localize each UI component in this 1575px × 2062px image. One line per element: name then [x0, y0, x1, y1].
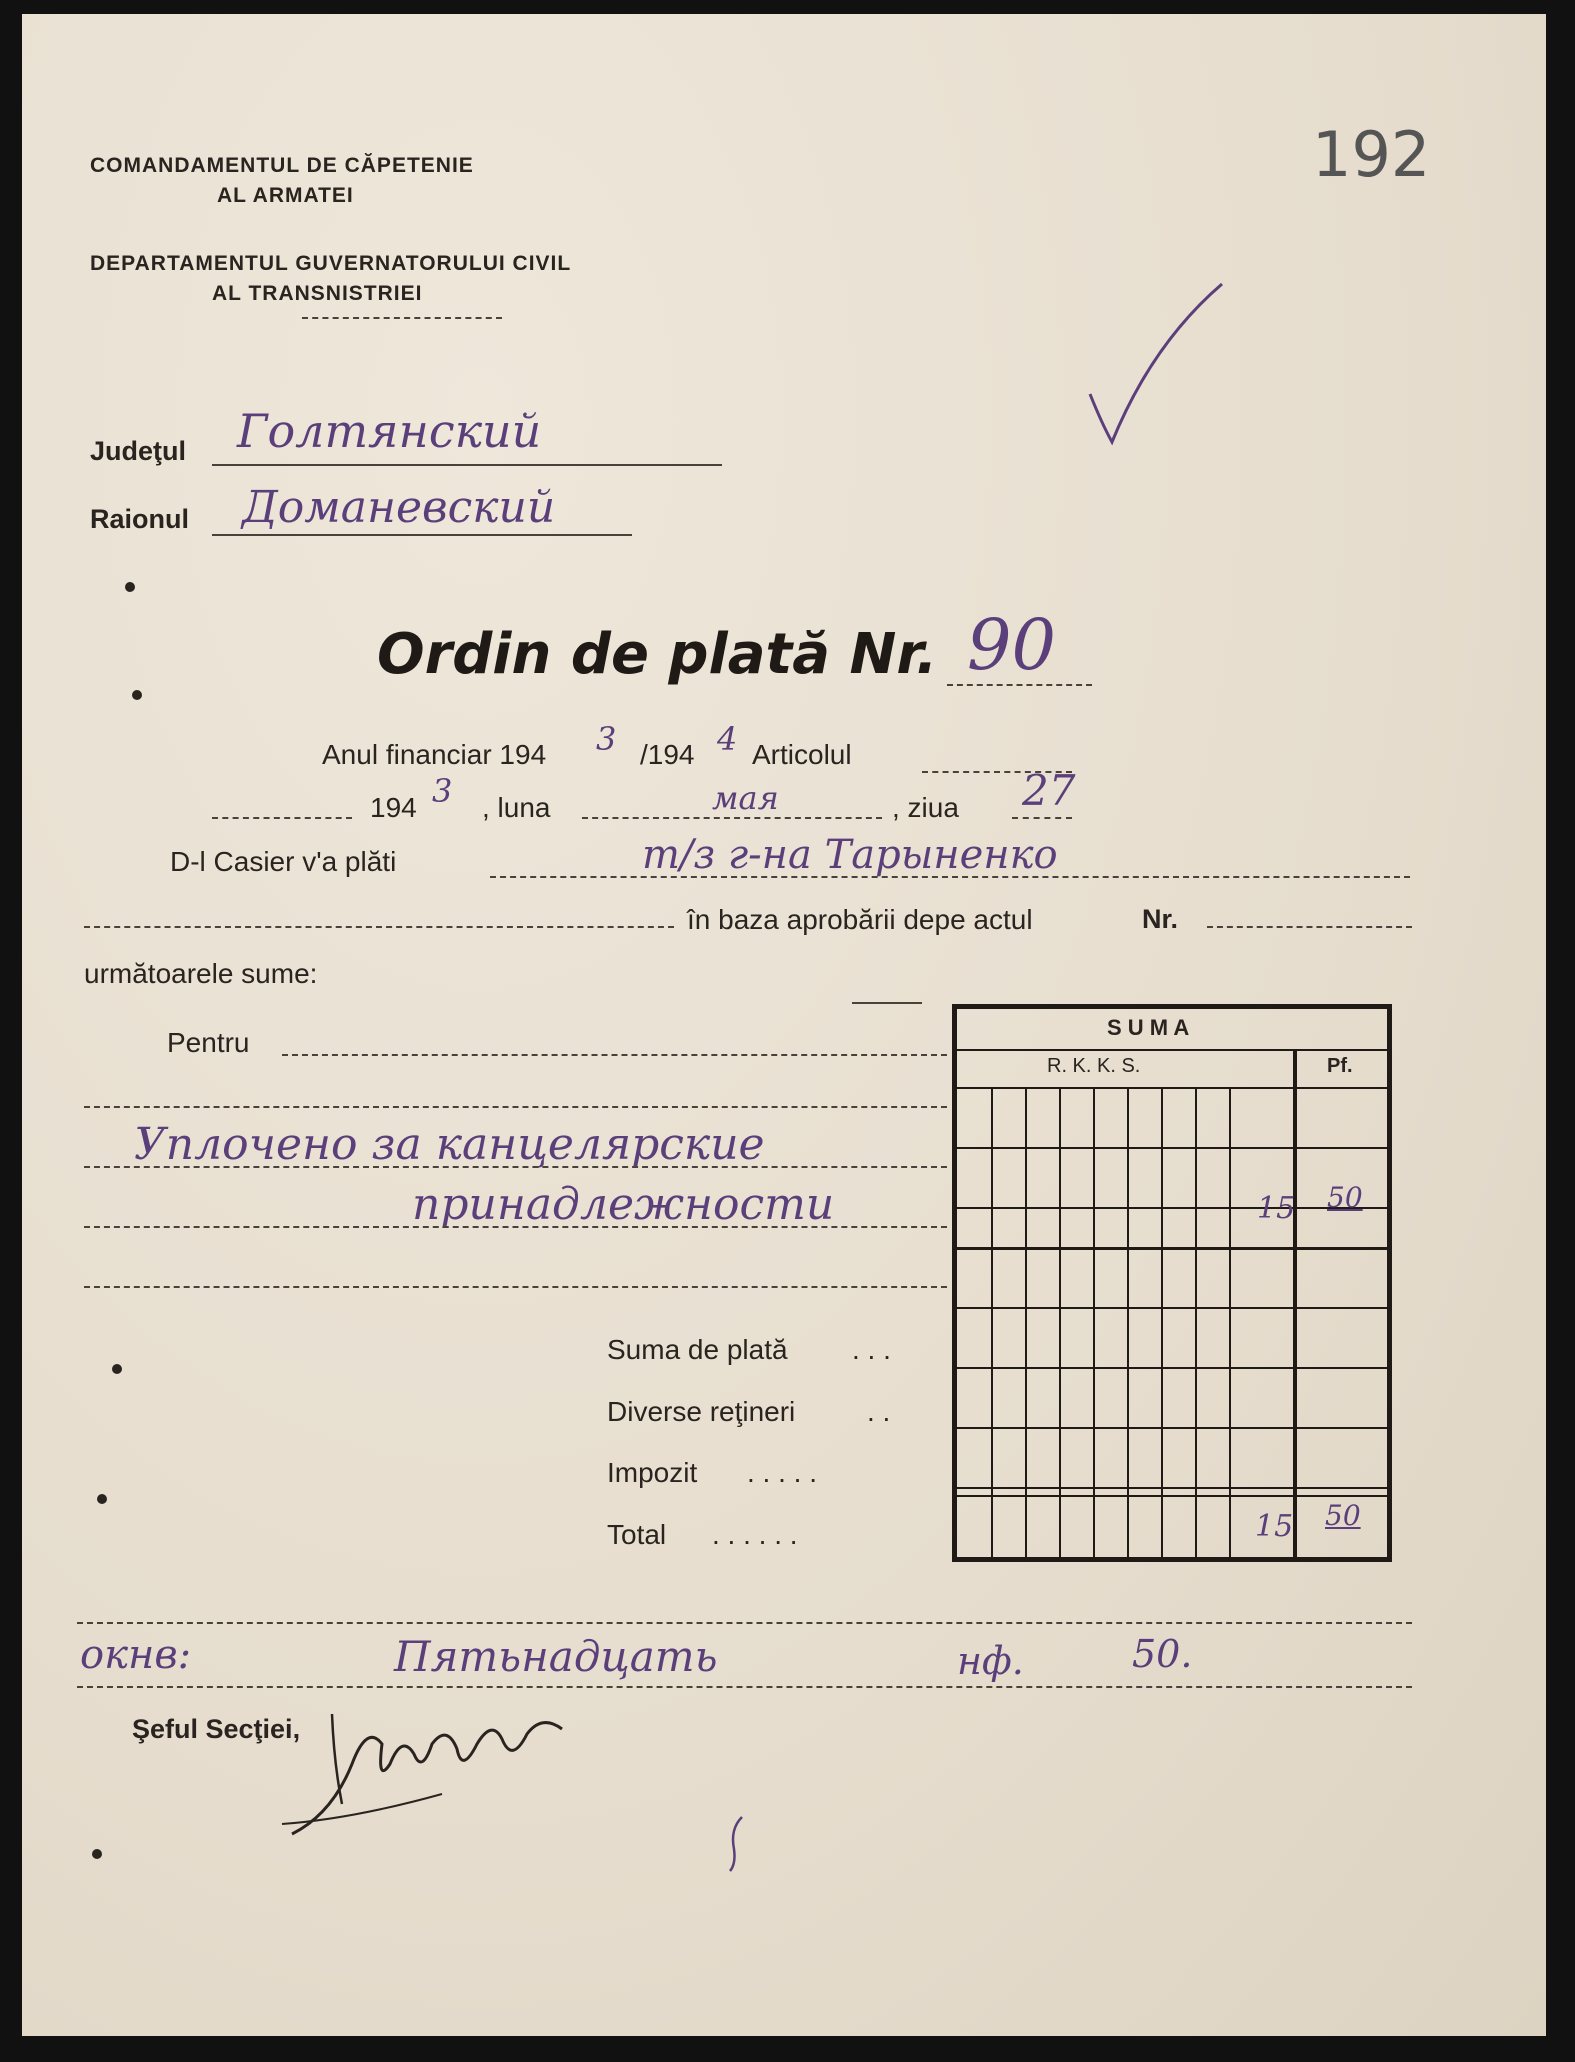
- suma-de-plata-dots: . . .: [852, 1334, 891, 1365]
- total-rkks-value: 15: [1255, 1509, 1294, 1544]
- pentru-line-2: [84, 1166, 947, 1168]
- ziua-value: 27: [1022, 766, 1076, 815]
- year-separator: /194: [640, 739, 695, 770]
- item-rkks-value: 15: [1257, 1191, 1296, 1226]
- punch-hole: [125, 582, 135, 592]
- date-year-prefix: 194: [370, 792, 417, 823]
- pentru-text-2: принадлежности: [412, 1179, 835, 1230]
- date-year-digit: 3: [432, 772, 453, 810]
- row-line-7: [957, 1487, 1387, 1489]
- rkks-header: R. K. K. S.: [1047, 1055, 1141, 1077]
- suma-title-divider: [957, 1049, 1387, 1051]
- pentru-line-1: [84, 1106, 947, 1108]
- aprobare-label: în baza aprobării depe actul: [687, 904, 1033, 935]
- punch-hole: [132, 690, 142, 700]
- check-mark-icon: [1062, 264, 1252, 464]
- order-number-line: [947, 684, 1092, 686]
- punch-hole: [112, 1364, 122, 1374]
- impozit-label: Impozit: [607, 1457, 698, 1488]
- total-label: Total: [607, 1519, 667, 1550]
- suma-title: S U M A: [1107, 1015, 1190, 1040]
- header-line-4: AL TRANSNISTRIEI: [212, 282, 423, 305]
- row-line-6: [957, 1427, 1387, 1429]
- luna-value: мая: [712, 779, 779, 817]
- judetul-line: [212, 464, 722, 466]
- anul-financiar-label: Anul financiar 194: [322, 739, 547, 770]
- short-dash: [852, 1002, 922, 1004]
- casier-value: т/з г-на Тарыненко: [642, 832, 1058, 878]
- okkb-words: Пятьнадцать: [394, 1632, 718, 1681]
- year1-digit: 3: [596, 720, 617, 758]
- punch-hole: [97, 1494, 107, 1504]
- raionul-value: Доманевский: [242, 482, 556, 533]
- pentru-label: Pentru: [167, 1027, 250, 1058]
- ziua-label: , ziua: [892, 792, 959, 823]
- casier-line: [490, 876, 1410, 878]
- page-number: 192: [1312, 118, 1431, 191]
- aprobare-nr-line: [1207, 926, 1412, 928]
- row-line-1: [957, 1147, 1387, 1149]
- suma-de-plata-label: Suma de plată: [607, 1334, 788, 1365]
- okkb-amount: 50.: [1132, 1632, 1193, 1676]
- date-prefix-line: [212, 817, 352, 819]
- impozit-dots: . . . . .: [747, 1457, 818, 1488]
- suma-table: [952, 1004, 1392, 1562]
- casier-label: D-l Casier v'a plăti: [170, 846, 397, 877]
- pf-header: Pf.: [1327, 1055, 1353, 1077]
- row-line-4: [957, 1307, 1387, 1309]
- document-page: [22, 14, 1546, 2036]
- total-dots: . . . . . .: [712, 1519, 798, 1550]
- urmatoarele-label: următoarele sume:: [84, 958, 318, 989]
- luna-line: [582, 817, 882, 819]
- header-underline: [302, 317, 502, 319]
- articolul-label: Articolul: [752, 739, 852, 770]
- judetul-label: Judeţul: [90, 436, 187, 466]
- aprobare-prefix-line: [84, 926, 674, 928]
- pf-divider: [1293, 1049, 1297, 1557]
- item-pf-value: 50: [1327, 1181, 1363, 1214]
- pencil-mark: [722, 1809, 762, 1879]
- signature: [272, 1704, 602, 1854]
- row-line-5: [957, 1367, 1387, 1369]
- okkb-prefix: окнв:: [80, 1632, 192, 1678]
- diverse-retineri-dots: . .: [867, 1396, 891, 1427]
- diverse-retineri-label: Diverse reţineri: [607, 1396, 796, 1427]
- order-number: 90: [967, 604, 1057, 686]
- pentru-text-1: Уплочено за канцелярские: [134, 1119, 765, 1170]
- okkb-bottom-line: [77, 1686, 1412, 1688]
- seful-sectiei-label: Şeful Secţiei,: [132, 1714, 301, 1744]
- year2-digit: 4: [717, 720, 738, 758]
- okkb-top-line: [77, 1622, 1412, 1624]
- punch-hole: [92, 1849, 102, 1859]
- document-title: Ordin de plată Nr.: [377, 622, 938, 687]
- header-line-1: COMANDAMENTUL DE CĂPETENIE: [90, 154, 474, 177]
- judetul-value: Голтянский: [237, 404, 542, 458]
- raionul-label: Raionul: [90, 504, 189, 534]
- pentru-line-4: [84, 1286, 947, 1288]
- row-line-3: [957, 1247, 1387, 1250]
- ziua-line: [1012, 817, 1072, 819]
- raionul-line: [212, 534, 632, 536]
- luna-label: , luna: [482, 792, 551, 823]
- pentru-line-0: [282, 1054, 947, 1056]
- row-line-2: [957, 1207, 1387, 1209]
- okkb-unit: нф.: [957, 1639, 1024, 1683]
- header-line-3: DEPARTAMENTUL GUVERNATORULUI CIVIL: [90, 252, 572, 275]
- pentru-line-3: [84, 1226, 947, 1228]
- suma-header-divider: [957, 1087, 1387, 1089]
- header-line-2: AL ARMATEI: [217, 184, 354, 207]
- row-line-8: [957, 1495, 1387, 1497]
- total-pf-value: 50: [1325, 1499, 1361, 1532]
- aprobare-nr: Nr.: [1142, 904, 1179, 934]
